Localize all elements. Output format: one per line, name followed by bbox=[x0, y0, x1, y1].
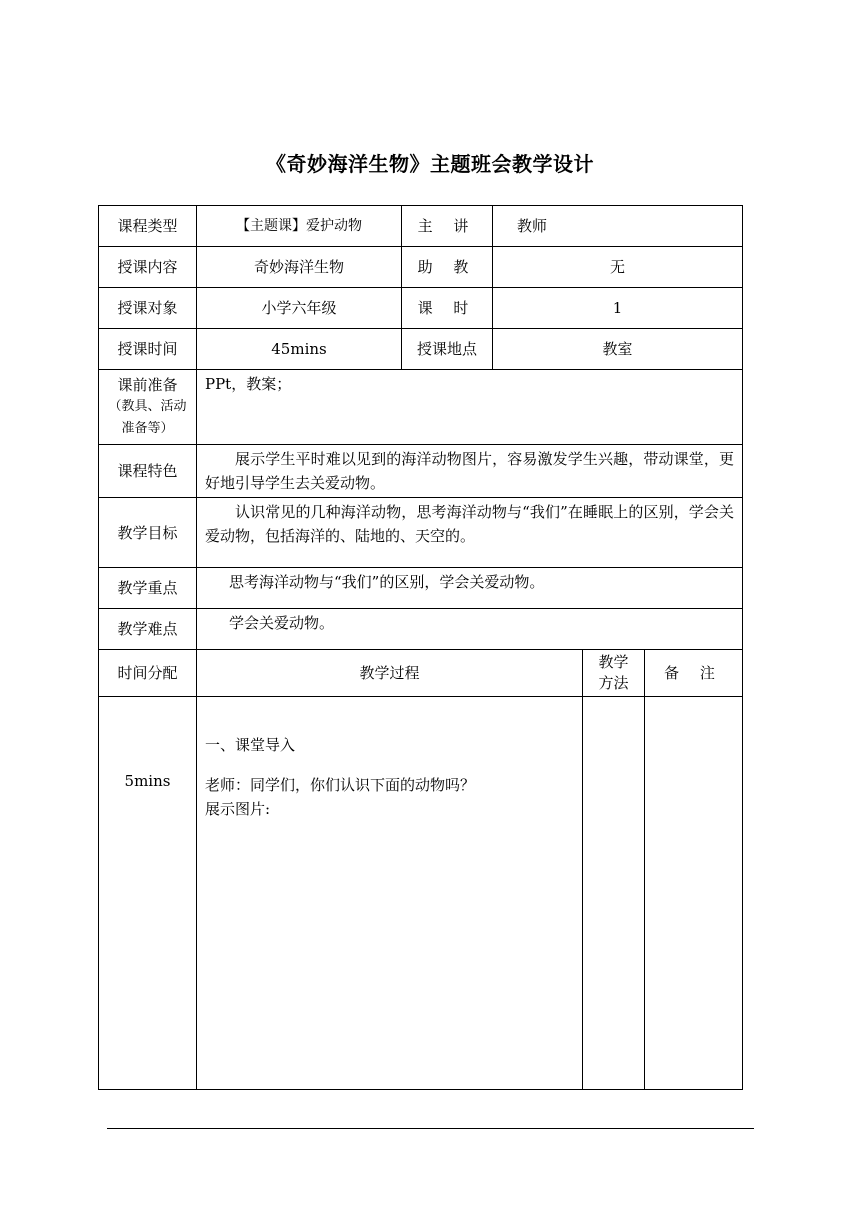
teacher-question: 老师：同学们，你们认识下面的动物吗？ bbox=[205, 776, 476, 794]
place-value: 教室 bbox=[493, 329, 743, 370]
row-difficulty bbox=[99, 609, 743, 650]
difficulty-label: 教学难点 bbox=[99, 609, 197, 650]
row-course-type bbox=[99, 206, 743, 247]
hours-label: 课 时 bbox=[402, 288, 493, 329]
row-goal bbox=[99, 498, 743, 568]
prep-label: 课前准备 bbox=[117, 376, 178, 394]
goal-value: 认识常见的几种海洋动物，思考海洋动物与“我们”在睡眠上的区别，学会关爱动物，包括海洋的、陆地的、天空的。 bbox=[197, 498, 743, 568]
key-value: 思考海洋动物与“我们”的区别，学会关爱动物。 bbox=[197, 568, 743, 609]
row-feature bbox=[99, 445, 743, 498]
prep-label-cell bbox=[99, 370, 197, 445]
row-intro bbox=[99, 697, 743, 1090]
place-label: 授课地点 bbox=[402, 329, 493, 370]
show-pictures-line: 展示图片: bbox=[205, 800, 271, 818]
row-target bbox=[99, 288, 743, 329]
hours-value: 1 bbox=[493, 288, 743, 329]
assistant-value: 无 bbox=[493, 247, 743, 288]
content-value: 奇妙海洋生物 bbox=[197, 247, 402, 288]
difficulty-value: 学会关爱动物。 bbox=[197, 609, 743, 650]
intro-process-cell bbox=[197, 697, 583, 1090]
assistant-label: 助 教 bbox=[402, 247, 493, 288]
goal-label: 教学目标 bbox=[99, 498, 197, 568]
course-type-label: 课程类型 bbox=[99, 206, 197, 247]
page-title: 《奇妙海洋生物》主题班会教学设计 bbox=[266, 152, 594, 176]
row-process-header bbox=[99, 650, 743, 697]
intro-notes-cell bbox=[645, 697, 743, 1090]
intro-time: 5mins bbox=[99, 697, 197, 1090]
target-value: 小学六年级 bbox=[197, 288, 402, 329]
footer-divider bbox=[107, 1128, 754, 1129]
row-preparation bbox=[99, 370, 743, 445]
row-key bbox=[99, 568, 743, 609]
lesson-plan-table bbox=[98, 205, 743, 1090]
row-time bbox=[99, 329, 743, 370]
target-label: 授课对象 bbox=[99, 288, 197, 329]
teaching-method-header: 教学方法 bbox=[583, 650, 645, 697]
time-label: 授课时间 bbox=[99, 329, 197, 370]
step-title: 一、课堂导入 bbox=[205, 736, 296, 754]
teaching-process-header: 教学过程 bbox=[197, 650, 583, 697]
prep-sub-label: （教具、活动准备等） bbox=[108, 399, 187, 436]
feature-value: 展示学生平时难以见到的海洋动物图片，容易激发学生兴趣，带动课堂，更好地引导学生去关爱动物。 bbox=[197, 445, 743, 498]
lecturer-value: 教师 bbox=[493, 206, 743, 247]
course-type-value: 【主题课】爱护动物 bbox=[197, 206, 402, 247]
intro-method-cell bbox=[583, 697, 645, 1090]
feature-label: 课程特色 bbox=[99, 445, 197, 498]
notes-header: 备 注 bbox=[645, 650, 743, 697]
key-label: 教学重点 bbox=[99, 568, 197, 609]
lecturer-label: 主 讲 bbox=[402, 206, 493, 247]
prep-value: PPt，教案； bbox=[197, 370, 743, 445]
time-allocation-header: 时间分配 bbox=[99, 650, 197, 697]
content-label: 授课内容 bbox=[99, 247, 197, 288]
time-value: 45mins bbox=[197, 329, 402, 370]
row-content bbox=[99, 247, 743, 288]
